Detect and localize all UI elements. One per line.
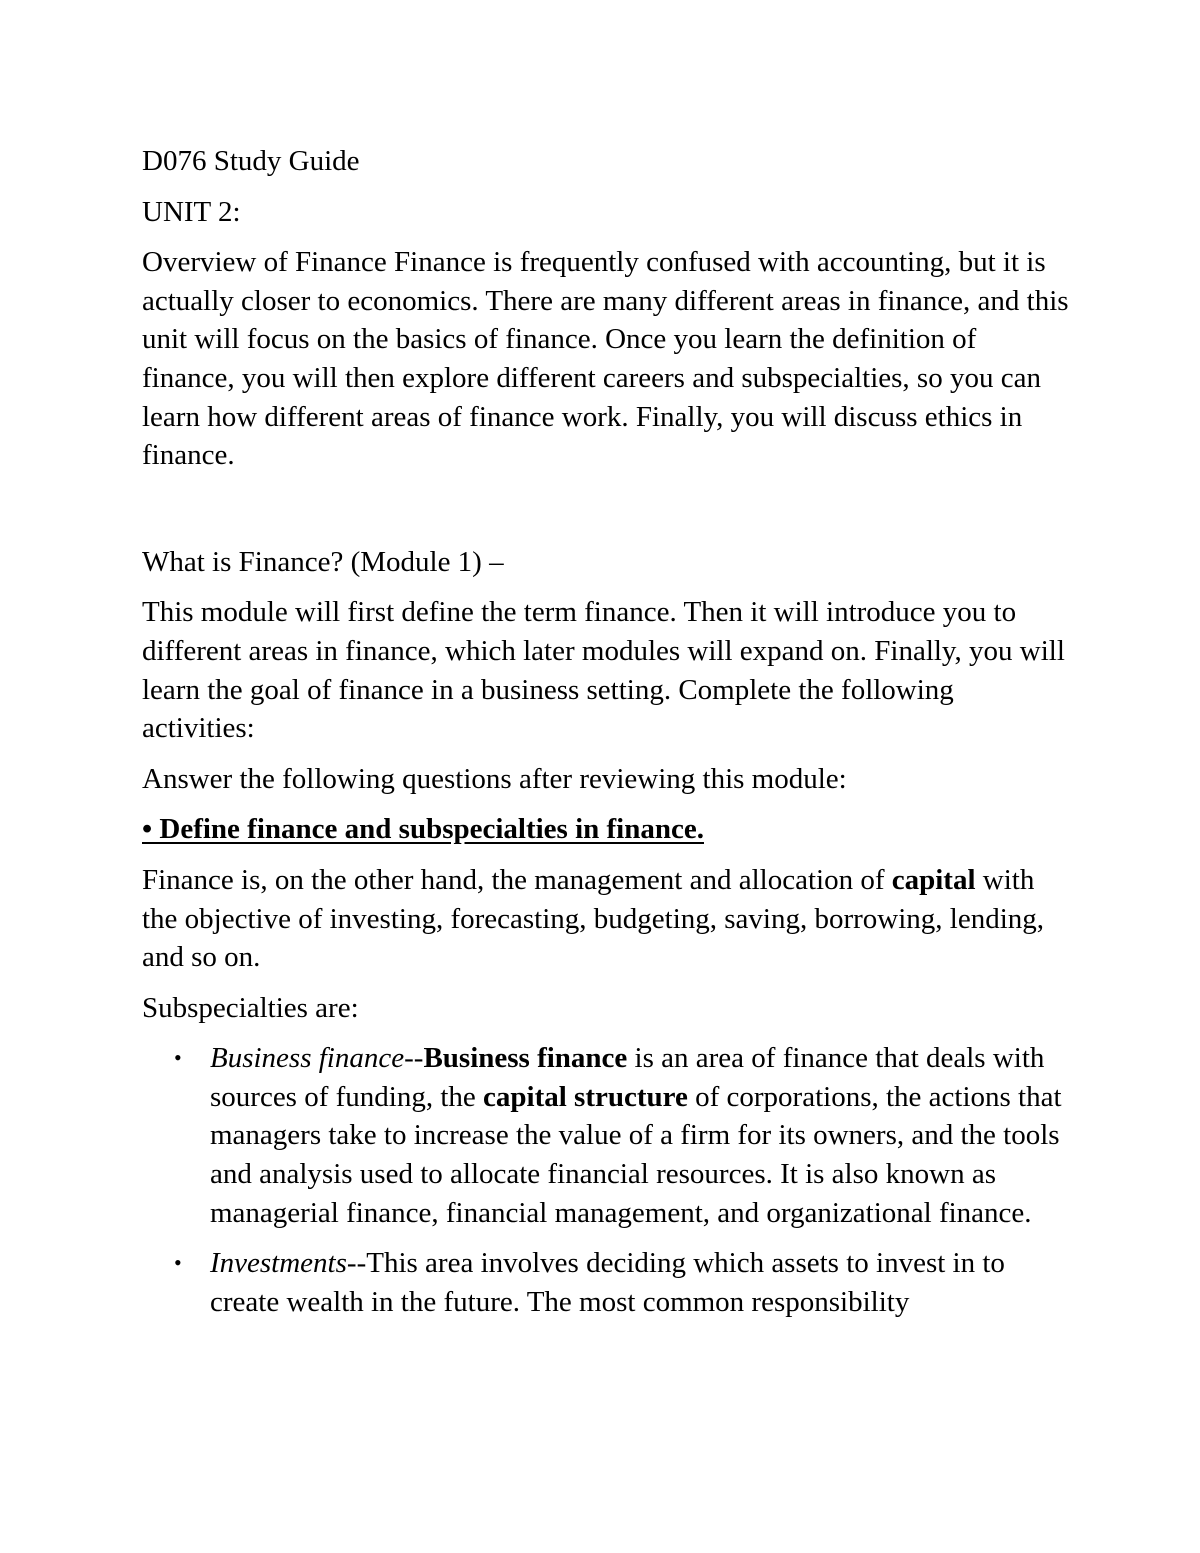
subspecialty-text-2: of corporations, the actions that managers take to increase the value of a firm for its owners, and the tools and analysis used to allocate financial resources. It is also known as managerial finance, financial management, and organizational finance. bbox=[210, 1080, 1062, 1229]
document-title: D076 Study Guide bbox=[142, 145, 360, 177]
definition-bold-term: capital bbox=[891, 863, 976, 896]
subspecialty-term: Business finance bbox=[210, 1042, 405, 1075]
term-separator: -- bbox=[346, 1247, 367, 1280]
list-item bbox=[142, 1244, 1072, 1321]
unit-heading: UNIT 2: bbox=[142, 195, 241, 228]
definition-text-2: with the objective of investing, forecasting, budgeting, saving, borrowing, lending, and so on. bbox=[142, 863, 1045, 974]
subspecialty-bold-1: Business finance bbox=[423, 1042, 628, 1075]
subspecialties-heading: Subspecialties are: bbox=[142, 991, 359, 1024]
question-heading: • Define finance and subspecialties in finance. bbox=[142, 813, 704, 846]
module-heading: What is Finance? (Module 1) – bbox=[142, 545, 504, 578]
definition-text-1: Finance is, on the other hand, the management and allocation of bbox=[142, 863, 892, 896]
bullet-icon: • bbox=[174, 1045, 182, 1071]
subspecialty-text-1: is an area of finance that deals with sources of funding, the bbox=[210, 1042, 1045, 1113]
term-separator: -- bbox=[404, 1042, 424, 1075]
definition-paragraph bbox=[142, 861, 1072, 977]
subspecialty-bold-2: capital structure bbox=[483, 1080, 688, 1113]
subspecialty-text-1: This area involves deciding which assets to invest in to create wealth in the future. The most common responsibility bbox=[210, 1247, 1005, 1318]
answer-prompt: Answer the following questions after reviewing this module: bbox=[142, 762, 847, 795]
subspecialty-term: Investments bbox=[210, 1247, 347, 1280]
bullet-icon: • bbox=[174, 1250, 182, 1276]
module-intro-paragraph: This module will first define the term finance. Then it will introduce you to different areas in finance, which later modules will expand on. Finally, you will learn the goal of finance in a business setting. Complete the following activities: bbox=[142, 596, 1065, 745]
document-page bbox=[142, 142, 1072, 1333]
subspecialties-list bbox=[142, 1039, 1072, 1321]
list-item bbox=[142, 1039, 1072, 1232]
overview-paragraph: Overview of Finance Finance is frequently confused with accounting, but it is actually closer to economics. There are many different areas in finance, and this unit will focus on the basics of finance. Once you learn the definition of finance, you will then explore different careers and subspecialties, so you can learn how different areas of finance work. Finally, you will discuss ethics in finance. bbox=[142, 246, 1069, 472]
